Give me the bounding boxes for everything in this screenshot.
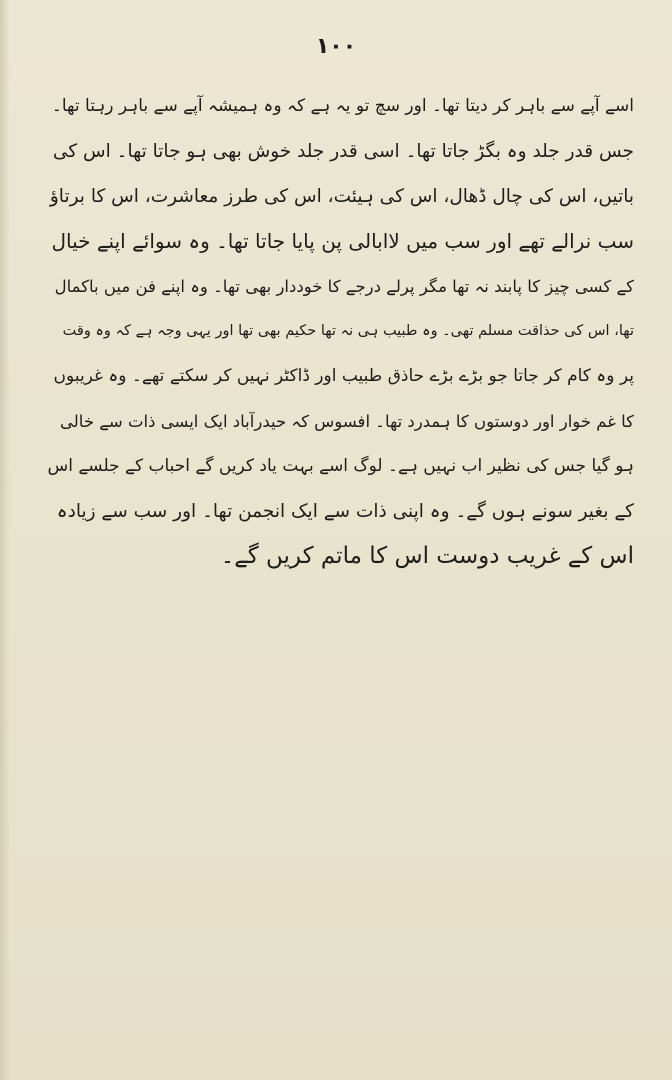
page-number: ۱۰۰ xyxy=(315,34,357,59)
text-line: کے کسی چیز کا پابند نہ تھا مگر پرلے درجے کا خوددار بھی تھا۔ وہ اپنے فن میں باکمال xyxy=(54,277,634,296)
text-line: باتیں، اس کی چال ڈھال، اس کی ہیئت، اس کی طرز معاشرت، اس کا برتاؤ xyxy=(49,186,634,207)
text-line: ہو گیا جس کی نظیر اب نہیں ہے۔ لوگ اسے بہت یاد کریں گے احباب کے جلسے اس xyxy=(47,456,634,476)
body-text xyxy=(44,84,634,579)
text-line: تھا، اس کی حذاقت مسلم تھی۔ وہ طبیب ہی نہ تھا حکیم بھی تھا اور یہی وجہ ہے کہ وہ وقت xyxy=(62,323,634,339)
text-line: کے بغیر سونے ہوں گے۔ وہ اپنی ذات سے ایک انجمن تھا۔ اور سب سے زیادہ xyxy=(56,501,634,522)
text-line: اسے آپے سے باہر کر دیتا تھا۔ اور سچ تو یہ ہے کہ وہ ہمیشہ آپے سے باہر رہتا تھا۔ xyxy=(51,96,634,116)
text-line: سب نرالے تھے اور سب میں لاابالی پن پایا جاتا تھا۔ وہ سوائے اپنے خیال xyxy=(51,229,634,253)
text-line: اس کے غریب دوست اس کا ماتم کریں گے۔ xyxy=(220,543,634,569)
text-line: پر وہ کام کر جاتا جو بڑے بڑے حاذق طبیب اور ڈاکٹر نہیں کر سکتے تھے۔ وہ غریبوں xyxy=(53,366,634,386)
text-line: کا غم خوار اور دوستوں کا ہمدرد تھا۔ افسوس کہ حیدرآباد ایک ایسی ذات سے خالی xyxy=(60,412,634,431)
text-line: جس قدر جلد وہ بگڑ جاتا تھا۔ اسی قدر جلد خوش بھی ہو جاتا تھا۔ اس کی xyxy=(52,141,634,162)
